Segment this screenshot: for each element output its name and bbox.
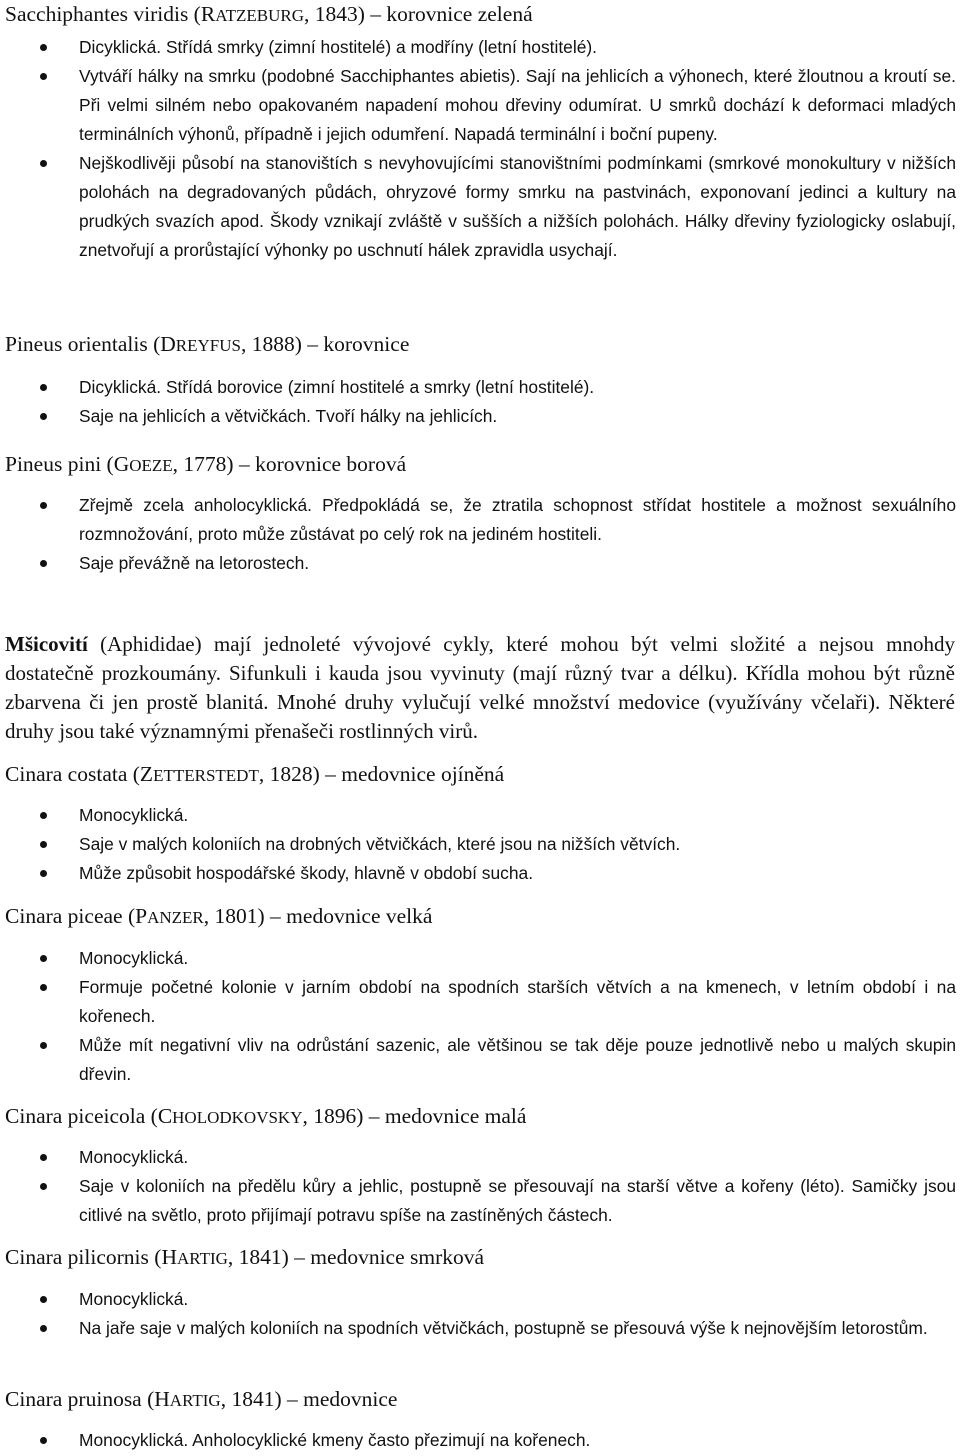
heading-author-rest: ETTERSTEDT bbox=[153, 766, 259, 785]
list-item-text: Dicyklická. Střídá borovice (zimní hostitelé a smrky (letní hostitelé). bbox=[79, 377, 595, 397]
list-item bbox=[0, 549, 960, 578]
bullet-icon bbox=[40, 73, 47, 80]
heading-author-initial: Z bbox=[139, 762, 154, 786]
bullet-icon bbox=[40, 384, 47, 391]
heading-author-initial: C bbox=[157, 1104, 173, 1128]
heading-species-name: Cinara piceae ( bbox=[5, 904, 136, 928]
list-item-text: Saje převážně na letorostech. bbox=[79, 553, 310, 573]
list-item bbox=[0, 1314, 960, 1343]
heading-species-name: Pineus pini ( bbox=[5, 452, 114, 476]
bullet-list bbox=[0, 1426, 960, 1455]
aphididae-paragraph bbox=[5, 630, 955, 746]
bullet-icon bbox=[40, 955, 47, 962]
list-item-text: Monocyklická. bbox=[79, 805, 189, 825]
list-item bbox=[0, 402, 960, 431]
heading-author-initial: D bbox=[160, 332, 176, 356]
heading-year-common-name: , 1828) – medovnice ojíněná bbox=[258, 762, 505, 786]
list-item bbox=[0, 973, 960, 1031]
list-item bbox=[0, 1143, 960, 1172]
list-item bbox=[0, 1285, 960, 1314]
bullet-list bbox=[0, 1285, 960, 1343]
species-heading bbox=[5, 0, 955, 30]
list-item-text: Monocyklická. Anholocyklické kmeny často přezimují na kořenech. bbox=[79, 1430, 591, 1450]
list-item-text: Dicyklická. Střídá smrky (zimní hostitelé) a modříny (letní hostitelé). bbox=[79, 37, 597, 57]
list-item bbox=[0, 149, 960, 265]
list-item-text: Může způsobit hospodářské škody, hlavně v období sucha. bbox=[79, 863, 534, 883]
bullet-icon bbox=[40, 560, 47, 567]
list-item-text: Monocyklická. bbox=[79, 948, 189, 968]
heading-author-rest: HOLODKOVSKY bbox=[172, 1108, 303, 1127]
heading-species-name: Cinara pilicornis ( bbox=[5, 1245, 162, 1269]
heading-author-initial: P bbox=[135, 904, 148, 928]
heading-author-initial: G bbox=[113, 452, 130, 476]
heading-year-common-name: , 1841) – medovnice bbox=[220, 1387, 398, 1411]
species-heading bbox=[5, 1243, 955, 1273]
list-item bbox=[0, 33, 960, 62]
list-item-text: Nejškodlivěji působí na stanovištích s nevyhovujícími stanovištními podmínkami (smrkové monokultury v nižších polohách na degradovaných půdách, ohryzové formy smrku na pastvinách, exponovaní jedinci a kultury na prudkých svazích apod. Škody vznikají zvláště v sušších a nižších polohách. Hálky dřeviny fyziologicky oslabují, znetvořují a prorůstající výhonky po uschnutí hálek zpravidla usychají. bbox=[79, 153, 956, 260]
bullet-icon bbox=[40, 841, 47, 848]
list-item-text: Vytváří hálky na smrku (podobné Sacchiphantes abietis). Sají na jehlicích a výhonech, které žloutnou a kroutí se. Při velmi silném nebo opakovaném napadení mohou dřeviny odumírat. U smrků dochází k deformaci mladých terminálních výhonů, případně i jejich odumření. Napadá terminální i boční pupeny. bbox=[79, 66, 956, 144]
bullet-icon bbox=[40, 413, 47, 420]
heading-author-rest: REYFUS bbox=[175, 336, 241, 355]
list-item-text: Saje na jehlicích a větvičkách. Tvoří hálky na jehlicích. bbox=[79, 406, 498, 426]
heading-author-initial: H bbox=[154, 1387, 170, 1411]
bullet-list bbox=[0, 373, 960, 431]
list-item-text: Saje v koloniích na předělu kůry a jehlic, postupně se přesouvají na starší větve a kořeny (léto). Samičky jsou citlivé na světlo, proto přijímají potravu spíše na zastíněných částech. bbox=[79, 1176, 956, 1225]
list-item-text: Na jaře saje v malých koloniích na spodních větvičkách, postupně se přesouvá výše k nejnovějším letorostům. bbox=[79, 1318, 928, 1338]
bullet-icon bbox=[40, 160, 47, 167]
bullet-list bbox=[0, 801, 960, 888]
list-item-text: Může mít negativní vliv na odrůstání sazenic, ale většinou se tak děje pouze jednotlivě nebo u malých skupin dřevin. bbox=[79, 1035, 956, 1084]
list-item bbox=[0, 62, 960, 149]
heading-year-common-name: , 1841) – medovnice smrková bbox=[227, 1245, 485, 1269]
list-item bbox=[0, 1426, 960, 1455]
species-heading bbox=[5, 760, 955, 790]
species-heading bbox=[5, 902, 955, 932]
bullet-list bbox=[0, 491, 960, 578]
list-item bbox=[0, 1031, 960, 1089]
bullet-list bbox=[0, 33, 960, 265]
heading-year-common-name: , 1778) – korovnice borová bbox=[172, 452, 407, 476]
heading-species-name: Cinara pruinosa ( bbox=[5, 1387, 155, 1411]
heading-species-name: Pineus orientalis ( bbox=[5, 332, 161, 356]
bullet-icon bbox=[40, 44, 47, 51]
bullet-icon bbox=[40, 984, 47, 991]
bullet-icon bbox=[40, 1437, 47, 1444]
heading-author-rest: OEZE bbox=[129, 456, 173, 475]
heading-author-rest: ARTIG bbox=[176, 1249, 228, 1268]
heading-species-name: Cinara costata ( bbox=[5, 762, 140, 786]
list-item bbox=[0, 944, 960, 973]
list-item bbox=[0, 373, 960, 402]
species-heading bbox=[5, 450, 955, 480]
bullet-icon bbox=[40, 870, 47, 877]
paragraph-lead: Mšicovití bbox=[5, 632, 88, 656]
heading-year-common-name: , 1843) – korovnice zelená bbox=[303, 2, 533, 26]
heading-year-common-name: , 1801) – medovnice velká bbox=[203, 904, 433, 928]
bullet-icon bbox=[40, 1296, 47, 1303]
list-item-text: Monocyklická. bbox=[79, 1147, 189, 1167]
list-item-text: Zřejmě zcela anholocyklická. Předpokládá se, že ztratila schopnost střídat hostitele a možnost sexuálního rozmnožování, proto může zůstávat po celý rok na jediném hostiteli. bbox=[79, 495, 956, 544]
bullet-icon bbox=[40, 502, 47, 509]
bullet-icon bbox=[40, 812, 47, 819]
bullet-icon bbox=[40, 1042, 47, 1049]
species-heading bbox=[5, 1385, 955, 1415]
heading-author-initial: R bbox=[200, 2, 216, 26]
heading-species-name: Cinara piceicola ( bbox=[5, 1104, 158, 1128]
bullet-icon bbox=[40, 1154, 47, 1161]
list-item bbox=[0, 1172, 960, 1230]
heading-year-common-name: , 1888) – korovnice bbox=[240, 332, 410, 356]
heading-author-initial: H bbox=[161, 1245, 177, 1269]
heading-author-rest: ARTIG bbox=[169, 1391, 221, 1410]
paragraph-text: (Aphididae) mají jednoleté vývojové cykly, které mohou být velmi složité a nejsou mnohdy dostatečně prozkoumány. Sifunkuli i kauda jsou vyvinuty (mají různý tvar a délku). Křídla mohou být různě zbarvena či jen prostě blanitá. Mnohé druhy vylučují velké množství medovice (využívány včelaři). Některé druhy jsou také významnými přenašeči rostlinných virů. bbox=[5, 632, 955, 743]
heading-year-common-name: , 1896) – medovnice malá bbox=[302, 1104, 527, 1128]
list-item bbox=[0, 801, 960, 830]
list-item bbox=[0, 491, 960, 549]
bullet-list bbox=[0, 944, 960, 1089]
species-heading bbox=[5, 330, 955, 360]
bullet-list bbox=[0, 1143, 960, 1230]
list-item-text: Monocyklická. bbox=[79, 1289, 189, 1309]
bullet-icon bbox=[40, 1183, 47, 1190]
heading-species-name: Sacchiphantes viridis ( bbox=[5, 2, 201, 26]
species-heading bbox=[5, 1102, 955, 1132]
list-item bbox=[0, 859, 960, 888]
list-item bbox=[0, 830, 960, 859]
list-item-text: Saje v malých koloniích na drobných větvičkách, které jsou na nižších větvích. bbox=[79, 834, 681, 854]
bullet-icon bbox=[40, 1325, 47, 1332]
heading-author-rest: ANZER bbox=[147, 908, 204, 927]
heading-author-rest: ATZEBURG bbox=[215, 6, 304, 25]
list-item-text: Formuje početné kolonie v jarním období na spodních starších větvích a na kmenech, v letním období i na kořenech. bbox=[79, 977, 956, 1026]
